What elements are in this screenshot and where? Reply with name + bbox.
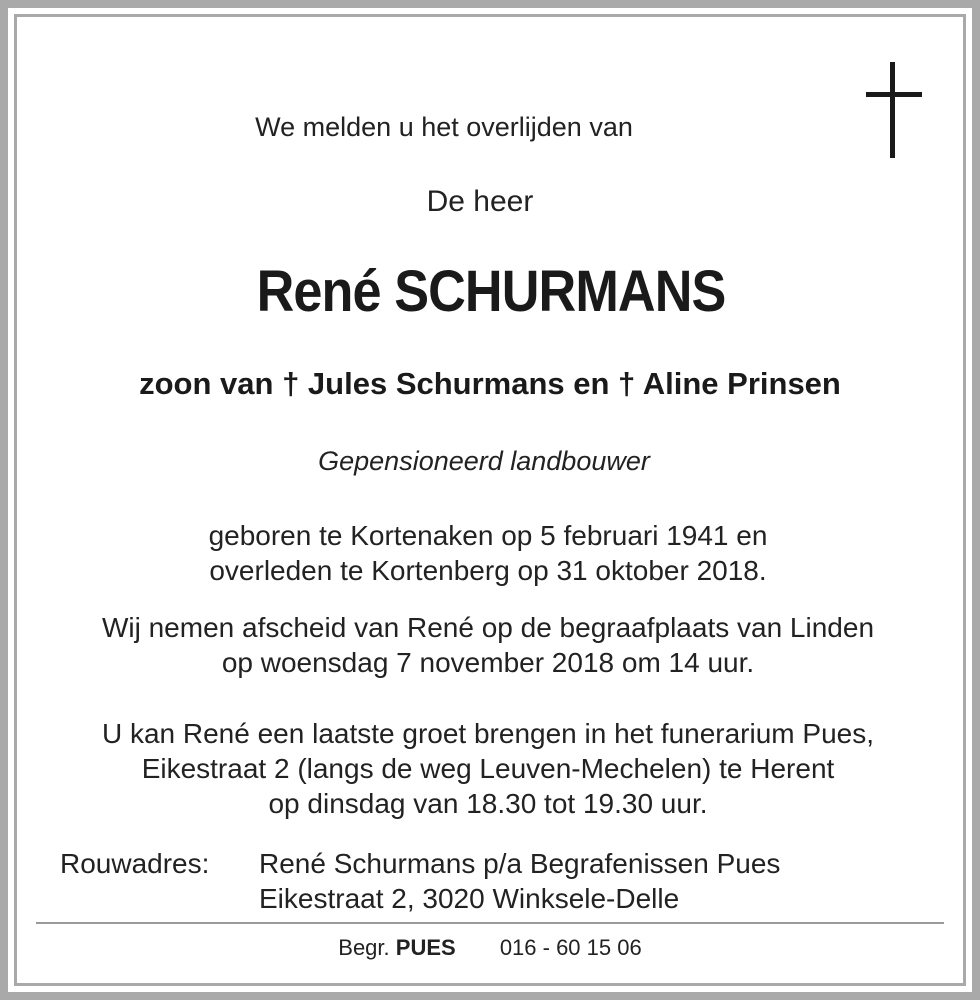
farewell-line-1: Wij nemen afscheid van René op de begraafplaats van Linden	[101, 612, 875, 643]
title-prefix: De heer	[426, 185, 534, 218]
latin-cross-icon	[866, 62, 922, 158]
address-label: Rouwadres:	[60, 848, 210, 879]
footer-phone: 016 - 60 15 06	[499, 935, 642, 960]
visitation-line-3: op dinsdag van 18.30 tot 19.30 uur.	[268, 788, 708, 819]
intro-text: We melden u het overlijden van	[255, 112, 633, 142]
parents-line: zoon van † Jules Schurmans en † Aline Prinsen	[139, 366, 841, 401]
funeral-home-brand: PUES	[395, 935, 456, 960]
announcement-card	[14, 14, 966, 986]
death-line: overleden te Kortenberg op 31 oktober 2018.	[209, 555, 767, 586]
address-line-1: René Schurmans p/a Begrafenissen Pues	[259, 848, 781, 879]
deceased-name: René SCHURMANS	[256, 259, 726, 324]
occupation: Gepensioneerd landbouwer	[318, 446, 650, 476]
address-line-2: Eikestraat 2, 3020 Winksele-Delle	[259, 883, 680, 914]
farewell-line-2: op woensdag 7 november 2018 om 14 uur.	[221, 647, 755, 678]
birth-line: geboren te Kortenaken op 5 februari 1941 en	[208, 520, 768, 551]
footer-divider	[36, 922, 944, 924]
visitation-line-2: Eikestraat 2 (langs de weg Leuven-Mechelen) te Herent	[141, 753, 835, 784]
visitation-line-1: U kan René een laatste groet brengen in het funerarium Pues,	[101, 718, 875, 749]
footer-prefix: Begr.	[338, 935, 390, 960]
footer	[0, 935, 980, 961]
